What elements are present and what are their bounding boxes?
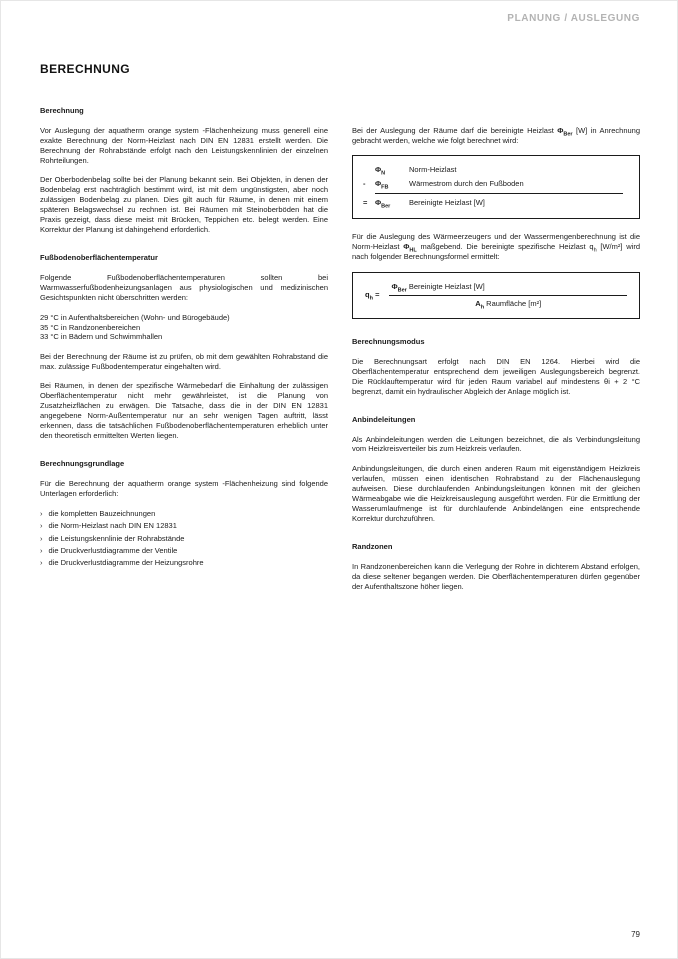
temperature-limit: 29 °C in Aufenthaltsbereichen (Wohn- und Bürogebäude) (40, 312, 230, 322)
q-symbol (589, 242, 597, 254)
paragraph-temperaturen-intro: Folgende Fußbodenoberflächentemperaturen sollten bei Warmwasserfußbodenheizungsanlagen aus physiologischen und medizinischen Gesichtspunkten nicht überschritten werden: (40, 273, 328, 303)
symbol-letter: Φ (375, 198, 382, 208)
content-columns (40, 106, 640, 601)
paragraph-text: maßgebend. Die bereinigte spezifische Heizlast (416, 242, 590, 252)
list-item (40, 534, 328, 544)
chevron-bullet-icon: › (40, 508, 43, 518)
symbol-letter: A (475, 298, 481, 308)
phi-symbol (375, 165, 409, 175)
phi-symbol (391, 281, 407, 294)
list-item (40, 546, 328, 556)
symbol-letter: Φ (375, 179, 382, 189)
formula-row-waermestrom (363, 177, 629, 191)
formula-row-norm-heizlast (363, 163, 629, 177)
temperature-limit: 35 °C in Randzonenbereichen (40, 322, 141, 332)
list-item (40, 509, 328, 519)
paragraph-berechnungsmodus: Die Berechnungsart erfolgt nach DIN EN 1264. Hierbei wird die Oberflächentemperatur entsprechend dem jeweiligen Auslegungsbereich begrenzt. Die Rücklauftemperatur wird für jeden Raum variabel auf mindestens θi + 2 °C begrenzt, damit ein hydraulischer Abgleich der Anlage möglich ist. (352, 356, 640, 396)
formula-lhs (365, 290, 379, 300)
symbol-letter: Φ (557, 126, 564, 135)
formula-box-bereinigte-heizlast (352, 155, 640, 219)
denominator-label: Raumfläche [m²] (486, 298, 542, 308)
operator: = (363, 198, 368, 208)
symbol-subscript: HL (409, 247, 417, 254)
symbol-subscript: Ber (381, 203, 391, 210)
heading-anbindeleitungen: Anbindeleitungen (352, 414, 416, 424)
paragraph-randzonen: In Randzonenbereichen kann die Verlegung der Rohre in dichterem Abstand erfolgen, da diese seltener begangen werden. Die Oberflächentemperaturen dürfen gegenüber der Aufenthaltszone höher liegen. (352, 561, 640, 591)
chevron-bullet-icon: › (40, 533, 43, 543)
symbol-subscript: FB (381, 184, 389, 191)
paragraph-text: [W/m²] wird nach folgender Berechnungsformel ermittelt: (352, 242, 640, 262)
sum-rule-divider (375, 193, 623, 194)
paragraph-pruefung: Bei der Berechnung der Räume ist zu prüfen, ob mit dem gewählten Rohrabstand die max. zulässige Fußbodentemperatur eingehalten wird. (40, 351, 328, 371)
page-number: 79 (631, 930, 640, 939)
temperature-limit: 33 °C in Bädern und Schwimmhallen (40, 332, 163, 342)
symbol-letter: Φ (391, 281, 398, 291)
numerator-label: Bereinigte Heizlast [W] (408, 281, 485, 291)
fraction (389, 282, 627, 309)
operator: - (363, 179, 366, 189)
list-item-label: die Druckverlustdiagramme der Heizungsrohre (48, 558, 204, 568)
formula-row-label: Bereinigte Heizlast [W] (409, 198, 485, 208)
fraction-numerator (389, 282, 627, 296)
paragraph-anbindeleitungen-2: Anbindungsleitungen, die durch einen anderen Raum mit eigenständigem Heizkreis verlaufen, müssen einen identischen Rohrabstand zu der Flächenauslegung aufweisen. Diese durchlaufenden Anbindungsleitungen können mit der gleichen Wärmeabgabe wie die Heizkreisauslegung ausgeführt werden. Für die Ermittlung der Wasserumlaufmenge ist für durchlaufende Anbindelängen eine entsprechende Korrektur durchzuführen. (352, 463, 640, 523)
symbol-letter: Φ (403, 242, 410, 252)
equals-sign: = (375, 290, 380, 300)
formula-row-label: Wärmestrom durch den Fußboden (409, 179, 524, 189)
fraction-denominator (389, 296, 627, 309)
symbol-subscript: Ber (397, 287, 407, 294)
paragraph-bereinigte-heizlast-intro (352, 126, 640, 146)
list-item (40, 558, 328, 568)
heading-berechnung: Berechnung (40, 106, 84, 115)
heading-randzonen: Randzonen (352, 541, 393, 551)
symbol-subscript: Ber (563, 131, 573, 138)
chevron-bullet-icon: › (40, 546, 43, 555)
phi-hl-symbol (403, 242, 417, 254)
symbol-letter: Φ (375, 165, 382, 175)
paragraph-auslegung: Vor Auslegung der aquatherm orange system -Flächenheizung muss generell eine exakte Berechnung der Norm-Heizlast nach DIN EN 12831 erstellt werden. Die Berechnung der Rohrabstände erfolgt nach den Leistungskennlinien der einzelnen Rohrteilungen. (40, 125, 328, 165)
required-documents-list (40, 509, 328, 569)
paragraph-waermeerzeuger (352, 232, 640, 262)
paragraph-anbindeleitungen-1: Als Anbindeleitungen werden die Leitungen bezeichnet, die als Verbindungsleitung vom Heizkreisverteiler bis zum Heizkreis verlaufen. (352, 434, 640, 454)
paragraph-text: Für die Auslegung des Wärmeerzeugers und der Wassermengenberechnung ist die Norm-Heizlast (352, 232, 640, 252)
list-item-label: die Norm-Heizlast nach DIN EN 12831 (48, 521, 177, 531)
list-item-label: die Druckverlustdiagramme der Ventile (48, 546, 178, 555)
heading-fussbodenoberflaechentemperatur: Fußbodenoberflächentemperatur (40, 253, 158, 263)
right-column (352, 106, 640, 601)
phi-symbol (375, 179, 409, 189)
formula-box-spezifische-heizlast (352, 272, 640, 319)
paragraph-oberbodenbelag: Der Oberbodenbelag sollte bei der Planung bekannt sein. Bei Objekten, in denen der Bodenbelag erst nachträglich bestimmt wird, ist mit dem ungünstigsten, aber noch zulässigen Bodenbelag zu planen. Dies gilt auch für Räume, in denen mit einem späteren Belagswechsel zu rechnen ist. Bei Räumen mit Steinoberböden hat die Praxis gezeigt, dass diese meist mit Brücken, Teppichen etc. belegt werden. Eine Korrektur der Planung ist dahingehend erforderlich. (40, 175, 328, 235)
symbol-subscript: N (381, 170, 386, 177)
formula-row-label: Norm-Heizlast (409, 165, 457, 175)
list-item (40, 521, 328, 531)
symbol-letter: q (589, 242, 594, 252)
phi-symbol (557, 126, 573, 138)
list-item-label: die Leistungskennlinie der Rohrabstände (48, 533, 185, 543)
list-item-label: die kompletten Bauzeichnungen (48, 508, 156, 518)
symbol-letter: q (365, 290, 370, 300)
symbol-subscript: h (480, 304, 485, 311)
chevron-bullet-icon: › (40, 521, 43, 531)
paragraph-text: Bei der Auslegung der Räume darf die bereinigte Heizlast (352, 126, 558, 135)
formula-row-bereinigte-heizlast (363, 196, 629, 210)
heading-berechnungsmodus: Berechnungsmodus (352, 336, 425, 346)
symbol-subscript: h (593, 247, 597, 254)
area-symbol (475, 298, 485, 311)
paragraph-unterlagen-intro: Für die Berechnung der aquatherm orange system -Flächenheizung sind folgende Unterlagen erforderlich: (40, 479, 328, 499)
page-title: BERECHNUNG (40, 62, 131, 76)
phi-symbol (375, 198, 409, 208)
temperature-limits-list (40, 313, 328, 343)
paragraph-waermebedarf: Bei Räumen, in denen der spezifische Wärmebedarf die Einhaltung der zulässigen Oberflächentemperatur nicht mehr gewährleistet, ist die Planung von Zusatzheizflächen zu erwägen. Die Tatsache, dass die in der DIN EN 12831 angegebene Norm-Außentemperatur nur an sehr wenigen Tagen auftritt, lässt erkennen, dass die tatsächlichen Fußbodenoberflächentemperaturen erheblich unter den theoretisch ermittelten Werten liegen. (40, 381, 328, 441)
chevron-bullet-icon: › (40, 558, 43, 568)
symbol-subscript: h (369, 295, 373, 302)
paragraph-text: [W] in Anrechnung gebracht werden, welche wie folgt berechnet wird: (352, 126, 640, 145)
page-header: PLANUNG / AUSLEGUNG (507, 13, 640, 24)
left-column (40, 106, 328, 601)
heading-berechnungsgrundlage: Berechnungsgrundlage (40, 459, 125, 469)
